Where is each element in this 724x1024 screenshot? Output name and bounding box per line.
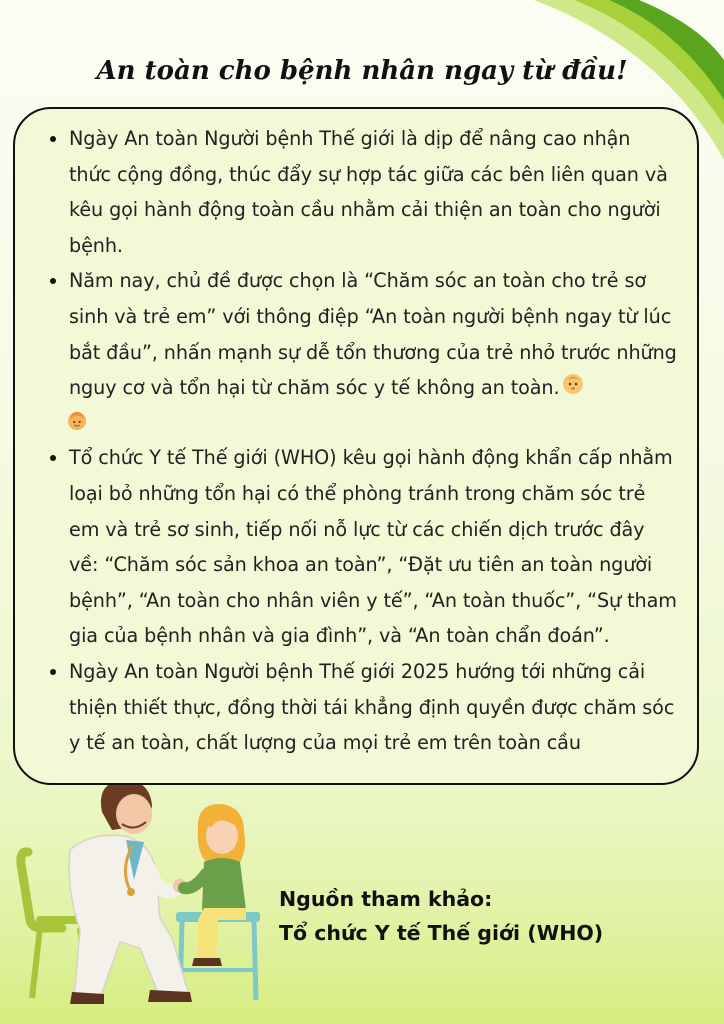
doctor-and-child-illustration: [0, 770, 290, 1024]
bullet-list: [47, 121, 677, 761]
list-item: • Ngày An toàn Người bệnh Thế giới 2025 hướng tới những cải thiện thiết thực, đồng thời tái khẳng định quyền được chăm sóc y tế an toàn, chất lượng của mọi trẻ em trên toàn cầu: [69, 654, 677, 761]
child-figure: [184, 804, 246, 966]
doctor-figure: [69, 780, 192, 1004]
list-item: • Ngày An toàn Người bệnh Thế giới là dịp để nâng cao nhận thức cộng đồng, thúc đẩy sự hợp tác giữa các bên liên quan và kêu gọi hành động toàn cầu nhằm cải thiện an toàn cho người bệnh.: [69, 121, 677, 263]
list-item: • Năm nay, chủ đề được chọn là “Chăm sóc an toàn cho trẻ sơ sinh và trẻ em” với thông điệp “An toàn người bệnh ngay từ lúc bắt đầu”, nhấn mạnh sự dễ tổn thương của trẻ nhỏ trước những nguy cơ và tổn hại từ chăm sóc y tế không an toàn.: [69, 263, 677, 440]
baby-face-icon: [562, 371, 584, 407]
page-title: An toàn cho bệnh nhân ngay từ đầu!: [96, 56, 628, 86]
child-chair: [176, 912, 260, 1000]
source-org: Tổ chức Y tế Thế giới (WHO): [279, 921, 604, 945]
child-face-icon: [67, 407, 87, 443]
source-citation: [279, 882, 603, 950]
content-card: [13, 107, 699, 785]
list-item: • Tổ chức Y tế Thế giới (WHO) kêu gọi hành động khẩn cấp nhằm loại bỏ những tổn hại có thể phòng tránh trong chăm sóc trẻ em và trẻ sơ sinh, tiếp nối nỗ lực từ các chiến dịch trước đây về: “Chăm sóc sản khoa an toàn”, “Đặt ưu tiên an toàn người bệnh”, “An toàn cho nhân viên y tế”, “An toàn thuốc”, “Sự tham gia của bệnh nhân và gia đình”, và “An toàn chẩn đoán”.: [69, 440, 677, 654]
source-label: Nguồn tham khảo:: [279, 887, 493, 911]
